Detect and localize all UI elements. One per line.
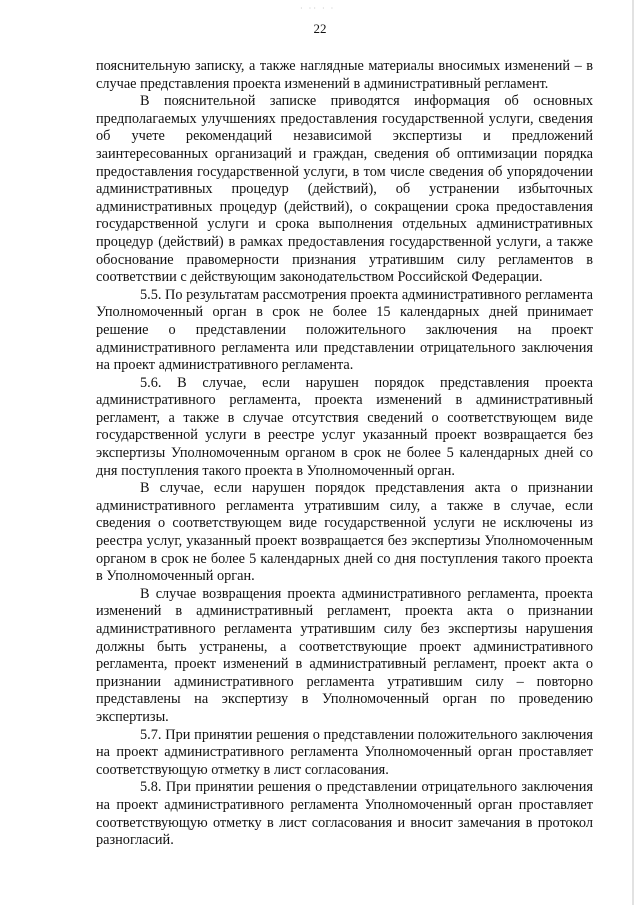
page-number: 22 bbox=[313, 21, 327, 36]
paragraph-continuation: пояснительную записку, а также наглядные материалы вносимых изменений – в случае представления проекта изменений в административный регламент. bbox=[96, 58, 593, 92]
paragraph-explanatory-note: В пояснительной записке приводятся информация об основных предполагаемых улучшениях предоставления государственной услуги, сведения об учете рекомендаций независимой экспертизы и предложений заинтересованных организаций и граждан, сведения об оптимизации порядка предоставления государственной услуги, в том числе сведения об упорядочении административных процедур (действий), об устранении избыточных административных процедур (действий), о сокращении срока предоставления государственной услуги и срока выполнения отдельных административных процедур (действий) в рамках предоставления государственной услуги, а также обоснование правомерности признания утратившим силу регламентов в соответствии с действующим законодательством Российской Федерации. bbox=[96, 93, 593, 286]
paragraph-5-5: 5.5. По результатам рассмотрения проекта административного регламента Уполномоченный орган в срок не более 15 календарных дней принимает решение о представлении положительного заключения на проект административного регламента или представлении отрицательного заключения на проект административного регламента. bbox=[96, 286, 593, 374]
paragraph-5-6-repeal-act: В случае, если нарушен порядок представления акта о признании административного регламента утратившим силу, а также в случае, если сведения о соответствующем виде государственной услуги не исключены из реестра услуг, указанный проект возвращается без экспертизы Уполномоченным органом в срок не более 5 календарных дней со дня поступления такого проекта в Уполномоченный орган. bbox=[96, 480, 593, 585]
paragraph-5-6: 5.6. В случае, если нарушен порядок представления проекта административного регламента, проекта изменений в административный регламент, а также в случае отсутствия сведений о соответствующем виде государственной услуги в реестре услуг указанный проект возвращается без экспертизы Уполномоченным органом в срок не более 5 календарных дней со дня поступления такого проекта в Уполномоченный орган. bbox=[96, 374, 593, 479]
paragraph-5-8: 5.8. При принятии решения о представлении отрицательного заключения на проект административного регламента Уполномоченный орган проставляет соответствующую отметку в лист согласования и вносит замечания в протокол разногласий. bbox=[96, 779, 593, 849]
document-body bbox=[96, 58, 593, 850]
paragraph-5-6-return: В случае возвращения проекта административного регламента, проекта изменений в административный регламент, проекта акта о признании административного регламента утратившим силу без экспертизы нарушения должны быть устранены, а соответствующие проект административного регламента, проект изменений в административный регламент, проект акта о признании административного регламента утратившим силу – повторно представлены на экспертизу в Уполномоченный орган по проведению экспертизы. bbox=[96, 585, 593, 725]
scan-artifact: · ·· · · bbox=[300, 4, 336, 13]
paragraph-5-7: 5.7. При принятии решения о представлении положительного заключения на проект административного регламента Уполномоченный орган проставляет соответствующую отметку в лист согласования. bbox=[96, 726, 593, 778]
page-edge-shadow bbox=[632, 0, 634, 905]
